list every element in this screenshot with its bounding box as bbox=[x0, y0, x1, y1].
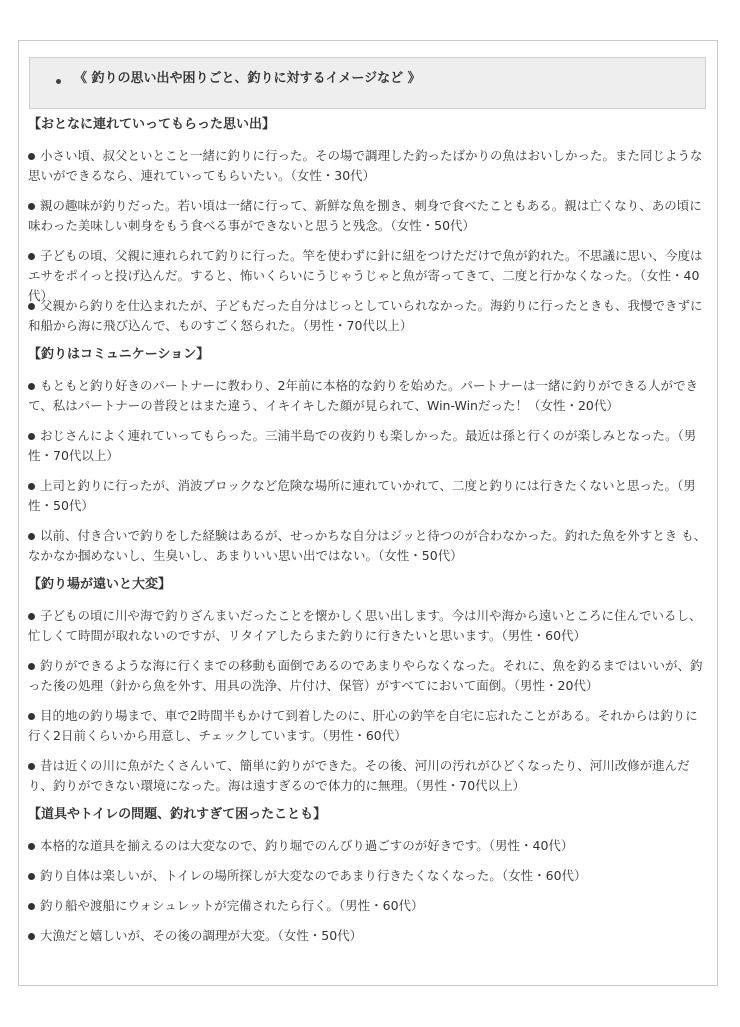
section-heading: 【道具やトイレの問題、釣れすぎて困ったことも】 bbox=[28, 807, 327, 822]
entry-text: 釣り船や渡船にウォシュレットが完備されたら行く。（男性・60代） bbox=[40, 898, 424, 913]
header-bullet-icon bbox=[56, 79, 61, 84]
bullet-icon bbox=[28, 153, 35, 160]
bullet-icon bbox=[28, 713, 35, 720]
bullet-icon bbox=[28, 203, 35, 210]
bullet-icon bbox=[28, 933, 35, 940]
entry-text: 子どもの頃、父親に連れられて釣りに行った。竿を使わずに針に紐をつけただけで魚が釣れた。不思議に思い、今度はエサをポイっと投げ込んだ。すると、怖いくらいにうじゃうじゃと魚が寄ってきて、二度と行かなくなった。（女性・40代） bbox=[28, 248, 703, 303]
bullet-icon bbox=[28, 483, 35, 490]
list-item bbox=[28, 926, 708, 946]
section-heading: 【釣りはコミュニケーション】 bbox=[28, 347, 210, 362]
bullet-icon bbox=[28, 663, 35, 670]
page-title: 《 釣りの思い出や困りごと、釣りに対するイメージなど 》 bbox=[74, 71, 421, 86]
list-item bbox=[28, 866, 708, 886]
list-item bbox=[28, 196, 708, 236]
bullet-icon bbox=[28, 763, 35, 770]
bullet-icon bbox=[28, 613, 35, 620]
entry-text: 大漁だと嬉しいが、その後の調理が大変。（女性・50代） bbox=[40, 928, 363, 943]
list-item bbox=[28, 836, 708, 856]
entry-text: 小さい頃、叔父といとこと一緒に釣りに行った。その場で調理した釣ったばかりの魚はおいしかった。また同じような思いができるなら、連れていってもらいたい。（女性・30代） bbox=[28, 148, 703, 183]
list-item bbox=[28, 656, 708, 696]
entry-text: 子どもの頃に川や海で釣りざんまいだったことを懐かしく思い出します。今は川や海から遠いところに住んでいるし、忙しくて時間が取れないのですが、リタイアしたらまた釣りに行きたいと思います。（男性・60代） bbox=[28, 608, 702, 643]
list-item bbox=[28, 376, 708, 416]
bullet-icon bbox=[28, 383, 35, 390]
list-item bbox=[28, 426, 708, 466]
list-item bbox=[28, 296, 708, 336]
bullet-icon bbox=[28, 873, 35, 880]
bullet-icon bbox=[28, 303, 35, 310]
entry-text: 以前、付き合いで釣りをした経験はあるが、せっかちな自分はジッと待つのが合わなかった。釣れた魚を外すとき も、なかなか掴めないし、生臭いし、あまりいい思い出ではない。（女性・50代） bbox=[28, 528, 707, 563]
list-item bbox=[28, 706, 708, 746]
bullet-icon bbox=[28, 903, 35, 910]
entry-text: 目的地の釣り場まで、車で2時間半もかけて到着したのに、肝心の釣竿を自宅に忘れたことがある。それからは釣りに行く2日前くらいから用意し、チェックしています。（男性・60代） bbox=[28, 708, 698, 743]
entry-text: 釣りができるような海に行くまでの移動も面倒であるのであまりやらなくなった。それに、魚を釣るまではいいが、釣った後の処理（針から魚を外す、用具の洗浄、片付け、保管）がすべてにおいて面倒。（男性・20代） bbox=[28, 658, 703, 693]
section-heading: 【釣り場が遠いと大変】 bbox=[28, 577, 172, 592]
entry-text: 本格的な道具を揃えるのは大変なので、釣り堀でのんびり過ごすのが好きです。（男性・40代） bbox=[40, 838, 574, 853]
entry-text: 父親から釣りを仕込まれたが、子どもだった自分はじっとしていられなかった。海釣りに行ったときも、我慢できずに和船から海に飛び込んで、ものすごく怒られた。（男性・70代以上） bbox=[28, 298, 703, 333]
list-item bbox=[28, 606, 708, 646]
bullet-icon bbox=[28, 843, 35, 850]
entry-text: 昔は近くの川に魚がたくさんいて、簡単に釣りができた。その後、河川の汚れがひどくなったり、河川改修が進んだり、釣りができない環境になった。海は遠すぎるので体力的に無理。（男性・70代以上） bbox=[28, 758, 690, 793]
list-item bbox=[28, 476, 708, 516]
entry-text: もともと釣り好きのパートナーに教わり、2年前に本格的な釣りを始めた。パートナーは一緒に釣りができる人ができて、私はパートナーの普段とはまた違う、イキイキした顔が見られて、Win-Winだった！（女性・20代） bbox=[28, 378, 698, 413]
section-heading: 【おとなに連れていってもらった思い出】 bbox=[28, 117, 276, 132]
list-item bbox=[28, 146, 708, 186]
list-item bbox=[28, 246, 708, 303]
article-content bbox=[28, 116, 708, 956]
bullet-icon bbox=[28, 253, 35, 260]
entry-text: 上司と釣りに行ったが、消波ブロックなど危険な場所に連れていかれて、二度と釣りには行きたくないと思った。（男性・50代） bbox=[28, 478, 696, 513]
bullet-icon bbox=[28, 533, 35, 540]
bullet-icon bbox=[28, 433, 35, 440]
list-item bbox=[28, 896, 708, 916]
entry-text: 親の趣味が釣りだった。若い頃は一緒に行って、新鮮な魚を捌き、刺身で食べたこともある。親は亡くなり、あの頃に味わった美味しい刺身をもう食べる事ができないと思うと残念。（女性・50代） bbox=[28, 198, 702, 233]
list-item bbox=[28, 756, 708, 796]
entry-text: 釣り自体は楽しいが、トイレの場所探しが大変なのであまり行きたくなくなった。（女性・60代） bbox=[40, 868, 587, 883]
entry-text: おじさんによく連れていってもらった。三浦半島での夜釣りも楽しかった。最近は孫と行くのが楽しみとなった。（男性・70代以上） bbox=[28, 428, 697, 463]
list-item bbox=[28, 526, 708, 566]
